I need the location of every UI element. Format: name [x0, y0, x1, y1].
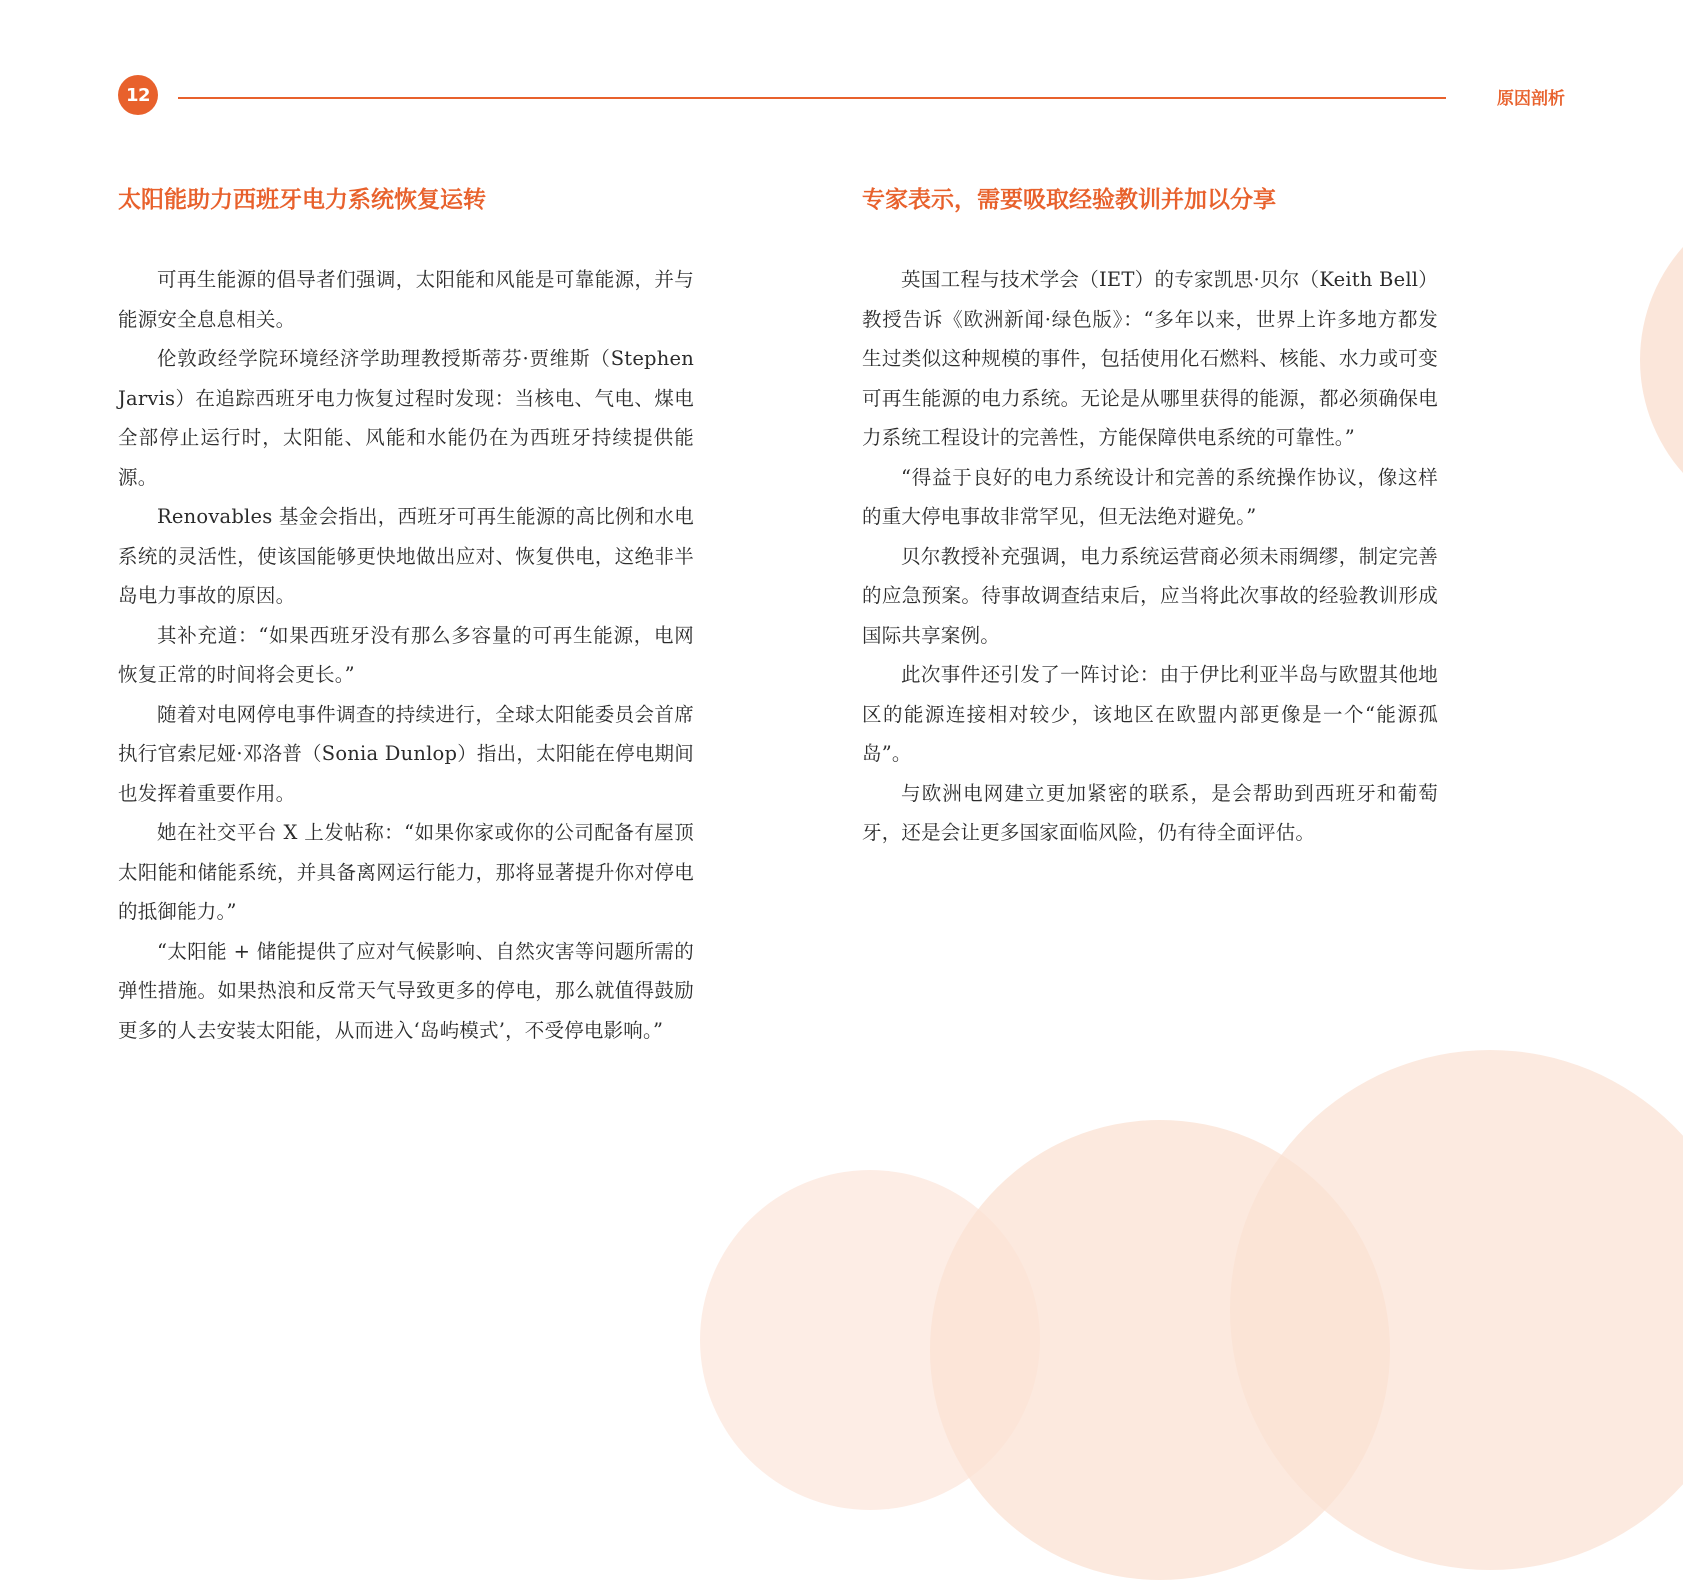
right-paragraph: 与欧洲电网建立更加紧密的联系，是会帮助到西班牙和葡萄牙，还是会让更多国家面临风险，仍有待全面评估。 — [862, 781, 1438, 844]
left-paragraph: 其补充道：“如果西班牙没有那么多容量的可再生能源，电网恢复正常的时间将会更长。” — [118, 623, 694, 686]
header-divider — [178, 97, 1446, 99]
decorative-circle — [1230, 1050, 1683, 1570]
section-label: 原因剖析 — [1497, 89, 1565, 109]
right-heading: 专家表示，需要吸取经验教训并加以分享 — [862, 187, 1276, 213]
right-paragraph: “得益于良好的电力系统设计和完善的系统操作协议，像这样的重大停电事故非常罕见，但无法绝对避免。” — [862, 465, 1438, 528]
decorative-circle — [1640, 190, 1683, 530]
left-paragraph: 她在社交平台 X 上发帖称：“如果你家或你的公司配备有屋顶太阳能和储能系统，并具备离网运行能力，那将显著提升你对停电的抵御能力。” — [118, 821, 694, 923]
decorative-circle — [700, 1170, 1040, 1510]
right-paragraph: 贝尔教授补充强调，电力系统运营商必须未雨绸缪，制定完善的应急预案。待事故调查结束后，应当将此次事故的经验教训形成国际共享案例。 — [862, 544, 1438, 647]
right-paragraph: 此次事件还引发了一阵讨论：由于伊比利亚半岛与欧盟其他地区的能源连接相对较少，该地区在欧盟内部更像是一个“能源孤岛”。 — [862, 663, 1438, 765]
left-paragraph: 可再生能源的倡导者们强调，太阳能和风能是可靠能源，并与能源安全息息相关。 — [118, 268, 694, 331]
right-column — [862, 182, 1438, 853]
right-paragraph: 英国工程与技术学会（IET）的专家凯思·贝尔（Keith Bell）教授告诉《欧洲新闻·绿色版》：“多年以来，世界上许多地方都发生过类似这种规模的事件，包括使用化石燃料、核能、水力或可变可再生能源的电力系统。无论是从哪里获得的能源，都必须确保电力系统工程设计的完善性，方能保障供电系统的可靠性。” — [862, 268, 1438, 449]
left-heading: 太阳能助力西班牙电力系统恢复运转 — [118, 187, 486, 213]
left-paragraph: Renovables 基金会指出，西班牙可再生能源的高比例和水电系统的灵活性，使该国能够更快地做出应对、恢复供电，这绝非半岛电力事故的原因。 — [118, 505, 694, 607]
left-paragraph: 伦敦政经学院环境经济学助理教授斯蒂芬·贾维斯（Stephen Jarvis）在追踪西班牙电力恢复过程时发现：当核电、气电、煤电全部停止运行时，太阳能、风能和水能仍在为西班牙持续提供能源。 — [118, 347, 694, 489]
page-number-badge: 12 — [118, 75, 158, 115]
decorative-circle — [930, 1120, 1390, 1580]
left-paragraph: 随着对电网停电事件调查的持续进行，全球太阳能委员会首席执行官索尼娅·邓洛普（Sonia Dunlop）指出，太阳能在停电期间也发挥着重要作用。 — [118, 702, 694, 805]
left-column — [118, 182, 694, 1050]
left-paragraph: “太阳能 + 储能提供了应对气候影响、自然灾害等问题所需的弹性措施。如果热浪和反常天气导致更多的停电，那么就值得鼓励更多的人去安装太阳能，从而进入‘岛屿模式’，不受停电影响。” — [118, 939, 694, 1042]
